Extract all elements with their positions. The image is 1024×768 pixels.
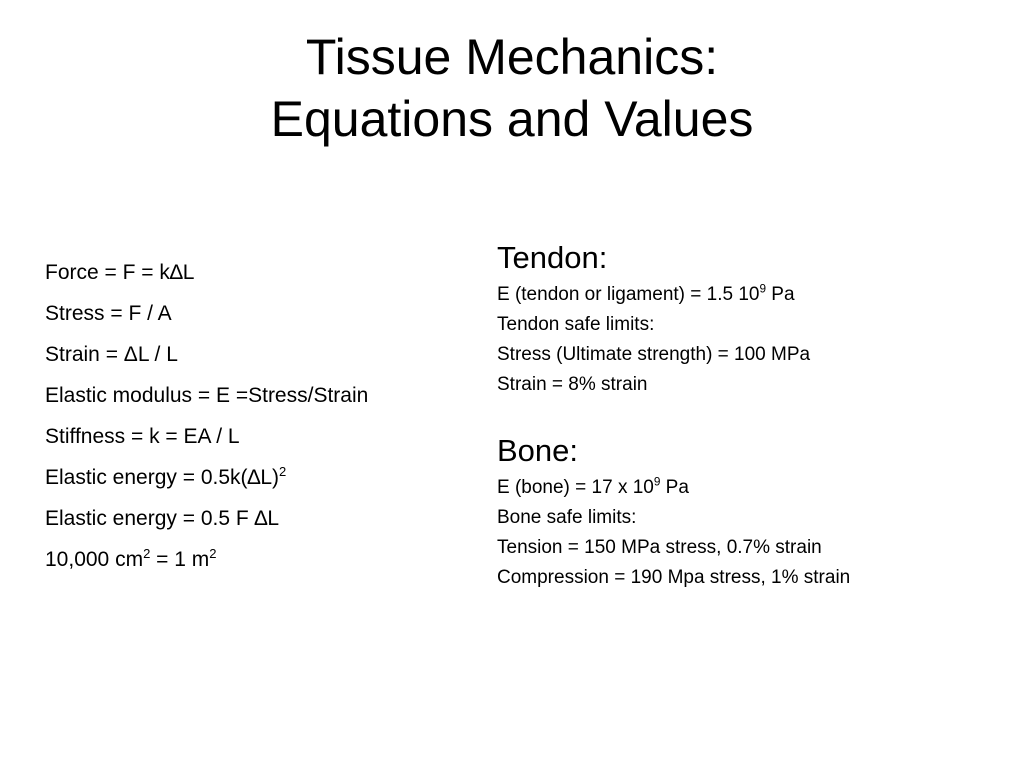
tendon-section — [497, 238, 1017, 400]
slide-title-line-2: Equations and Values — [270, 91, 754, 147]
equation-elastic-modulus: Elastic modulus = E =Stress/Strain — [45, 384, 369, 407]
equation-elastic-energy-2: Elastic energy = 0.5 F ∆L — [45, 507, 280, 530]
equations-list — [45, 252, 475, 580]
equation-strain: Strain = ΔL / L — [45, 343, 178, 366]
exponent: 2 — [143, 546, 151, 561]
exponent: 2 — [279, 464, 287, 479]
tendon-heading: Tendon: — [497, 240, 608, 275]
slide-title — [0, 26, 1024, 150]
tissue-values — [497, 238, 1017, 593]
tendon-strain: Strain = 8% strain — [497, 374, 648, 395]
equation-force: Force = F = k∆L — [45, 261, 195, 284]
exponent: 9 — [759, 282, 767, 296]
tendon-stress: Stress (Ultimate strength) = 100 MPa — [497, 344, 811, 365]
exponent: 9 — [653, 475, 661, 489]
tendon-modulus: E (tendon or ligament) = 1.5 $10^9$ Pa — [497, 282, 795, 305]
bone-heading: Bone: — [497, 433, 579, 468]
bone-section — [497, 431, 1017, 593]
equation-elastic-energy-1: Elastic energy = $0.5k(\Delta L)^2$ — [45, 464, 287, 489]
tendon-limits-label: Tendon safe limits: — [497, 314, 655, 335]
bone-limits-label: Bone safe limits: — [497, 507, 637, 528]
bone-tension: Tension = 150 MPa stress, 0.7% strain — [497, 537, 822, 558]
equation-stress: Stress = F / A — [45, 302, 172, 325]
equation-stiffness: Stiffness = k = EA / L — [45, 425, 240, 448]
bone-compression: Compression = 190 Mpa stress, 1% strain — [497, 567, 851, 588]
bone-modulus: E (bone) = 17 x $10^9$ Pa — [497, 475, 689, 498]
exponent: 2 — [209, 546, 217, 561]
equation-area-conversion: 10,000 $cm^2 = 1$ $m^2$ — [45, 546, 217, 571]
section-spacer — [497, 400, 1017, 431]
slide-title-line-1: Tissue Mechanics: — [305, 29, 719, 85]
